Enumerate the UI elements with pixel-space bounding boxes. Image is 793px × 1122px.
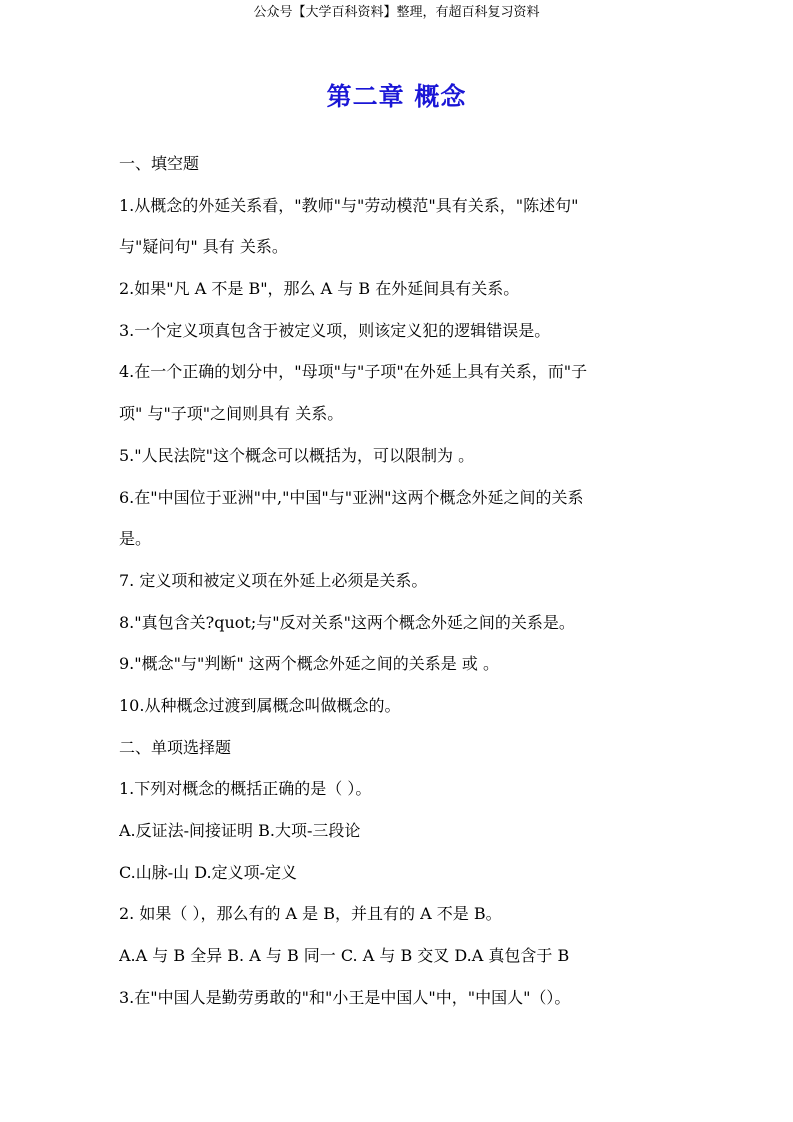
question-line: 1.从概念的外延关系看，"教师"与"劳动模范"具有关系，"陈述句"	[119, 195, 579, 215]
question-line: 4.在一个正确的划分中，"母项"与"子项"在外延上具有关系，而"子	[119, 362, 588, 382]
question-line: 6.在"中国位于亚洲"中,"中国"与"亚洲"这两个概念外延之间的关系	[119, 487, 584, 507]
page-header: 公众号【大学百科资料】整理，有超百科复习资料	[253, 5, 540, 20]
chapter-title: 第二章 概念	[326, 82, 467, 111]
question-line: 3.一个定义项真包含于被定义项，则该定义犯的逻辑错误是。	[119, 320, 551, 340]
question-line: 项" 与"子项"之间则具有 关系。	[119, 404, 344, 424]
question-line: 是。	[119, 529, 152, 549]
question-line: 3.在"中国人是勤劳勇敢的"和"小王是中国人"中，"中国人"（）。	[119, 987, 571, 1007]
option-line: A.A 与 B 全异 B. A 与 B 同一 C. A 与 B 交叉 D.A 真包含于 B	[119, 946, 570, 966]
section-heading-fill-blank: 一、填空题	[119, 154, 200, 173]
question-line: 7. 定义项和被定义项在外延上必须是关系。	[119, 570, 428, 590]
option-line: A.反证法-间接证明 B.大项-三段论	[119, 821, 361, 840]
question-line: 与"疑问句" 具有 关系。	[119, 237, 288, 257]
option-line: C.山脉-山 D.定义项-定义	[119, 862, 298, 882]
question-line: 2. 如果（ ），那么有的 A 是 B，并且有的 A 不是 B。	[119, 904, 502, 924]
question-line: 5."人民法院"这个概念可以概括为，可以限制为 。	[119, 445, 475, 465]
section-heading-single-choice: 二、单项选择题	[119, 737, 232, 757]
question-line: 9."概念"与"判断" 这两个概念外延之间的关系是 或 。	[119, 654, 499, 674]
question-line: 8."真包含关?quot;与"反对关系"这两个概念外延之间的关系是。	[119, 612, 575, 632]
question-line: 1.下列对概念的概括正确的是（ ）。	[119, 779, 372, 799]
question-line: 2.如果"凡 A 不是 B"，那么 A 与 B 在外延间具有关系。	[119, 279, 520, 299]
question-line: 10.从种概念过渡到属概念叫做概念的。	[119, 695, 401, 715]
document-body	[119, 143, 689, 1018]
